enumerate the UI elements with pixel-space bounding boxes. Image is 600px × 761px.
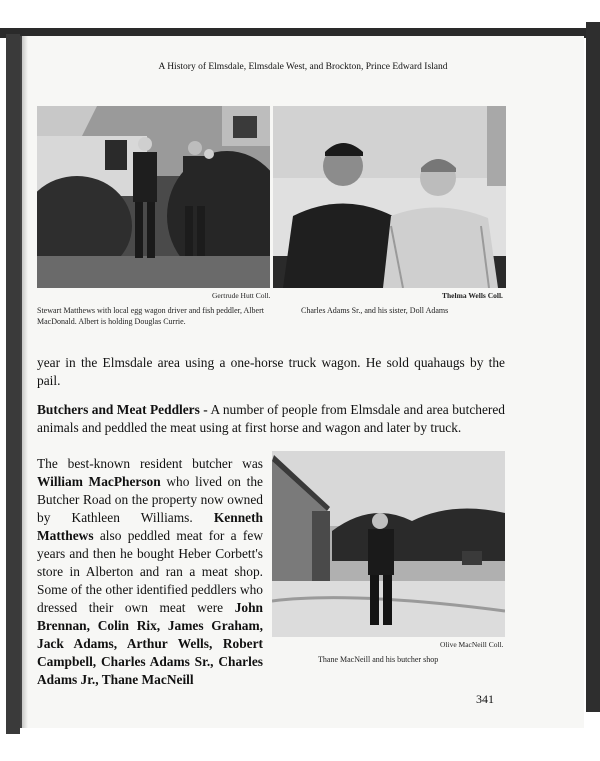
photo-caption-charles: Charles Adams Sr., and his sister, Doll Adams (301, 306, 449, 315)
name-kenneth-matthews: Kenneth Matthews (37, 510, 263, 543)
page-number: 341 (476, 692, 494, 706)
text-kenneth: also peddled meat for a few years and then he bought Heber Corbett's store in Alberton and ran a meat shop. Some of the other identified peddlers who dressed their own meat were (37, 528, 263, 615)
page-gutter-shadow (20, 36, 28, 728)
photo-caption-stewart: Stewart Matthews with local egg wagon driver and fish peddler, Albert MacDonald. Albert is holding Douglas Currie. (37, 306, 264, 326)
running-head: A History of Elmsdale, Elmsdale West, and Brockton, Prince Edward Island (158, 62, 448, 72)
body-section-butchers-intro (37, 401, 505, 437)
body-paragraph-quahaugs: year in the Elmsdale area using a one-horse truck wagon. He sold quahaugs by the pail. (37, 355, 505, 388)
text-william: who lived on the Butcher Road on the property now owned by Kathleen Williams. (37, 474, 263, 525)
photo-credit-wells: Thelma Wells Coll. (442, 291, 503, 300)
section-intro-text: A number of people from Elmsdale and area butchered animals and peddled the meat using at first horse and wagon and later by truck. (37, 402, 505, 435)
butcher-intro-line: The best-known resident butcher was (37, 456, 263, 471)
photo-credit-macneill: Olive MacNeill Coll. (440, 640, 504, 649)
book-right-edge (586, 22, 600, 712)
section-heading-butchers: Butchers and Meat Peddlers - (37, 402, 208, 417)
photo-charles-doll-adams (273, 106, 506, 288)
photo-thane-macneill (272, 451, 505, 637)
bleed-through-text (332, 326, 522, 336)
name-william-macpherson: William MacPherson (37, 474, 161, 489)
book-page (20, 36, 584, 728)
book-left-binding (6, 34, 20, 734)
photo-stewart-matthews (37, 106, 270, 288)
photo-caption-thane: Thane MacNeill and his butcher shop (318, 655, 439, 664)
names-list-peddlers: John Brennan, Colin Rix, James Graham, Jack Adams, Arthur Wells, Robert Campbell, Charles Adams Sr., Charles Adams Jr., Thane MacNeill (37, 600, 263, 687)
body-column-butchers (37, 455, 263, 689)
photo-credit-hutt: Gertrude Hutt Coll. (212, 291, 271, 300)
